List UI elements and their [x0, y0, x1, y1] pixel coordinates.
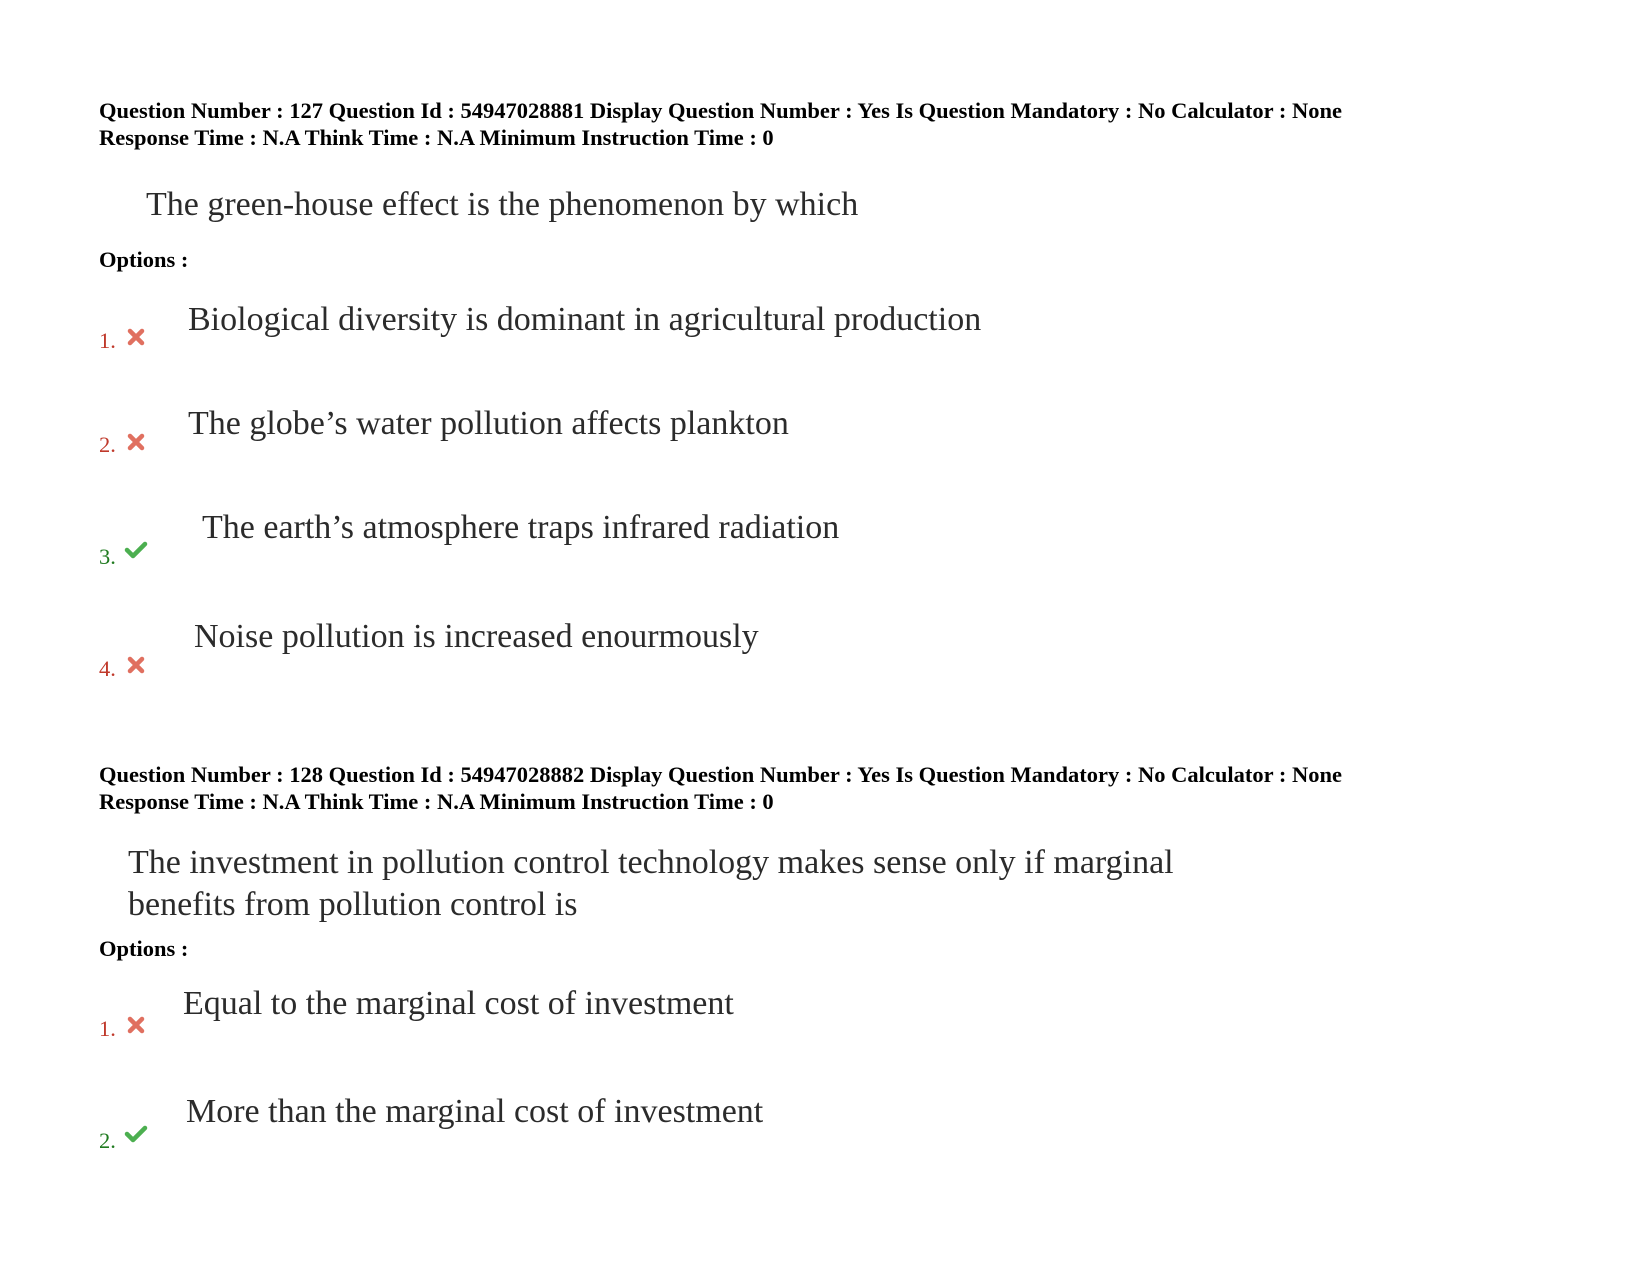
question-stem-line: The investment in pollution control technology makes sense only if marginal: [128, 844, 1174, 881]
question-header: Question Number : 127 Question Id : 54947028881 Display Question Number : Yes Is Question Mandatory : No Calculator : None: [99, 98, 1342, 123]
option-text: The earth’s atmosphere traps infrared radiation: [202, 509, 840, 546]
question-stem: The green-house effect is the phenomenon by which: [146, 186, 859, 223]
option-text: Equal to the marginal cost of investment: [183, 985, 734, 1022]
option-number: 2.: [99, 1128, 116, 1153]
option-number: 2.: [99, 432, 116, 457]
option-text: Noise pollution is increased enourmously: [194, 618, 759, 655]
cross-icon: [126, 655, 146, 675]
check-icon: [124, 1124, 148, 1144]
cross-icon: [126, 327, 146, 347]
option-number: 4.: [99, 656, 116, 681]
option-number: 1.: [99, 328, 116, 353]
option-text: More than the marginal cost of investment: [186, 1093, 764, 1130]
question-timing: Response Time : N.A Think Time : N.A Minimum Instruction Time : 0: [99, 789, 774, 814]
cross-icon: [126, 432, 146, 452]
option-number: 1.: [99, 1016, 116, 1041]
check-icon: [124, 540, 148, 560]
option-number: 3.: [99, 544, 116, 569]
options-label: Options :: [99, 247, 189, 272]
question-header: Question Number : 128 Question Id : 54947028882 Display Question Number : Yes Is Question Mandatory : No Calculator : None: [99, 762, 1342, 787]
question-stem-line: benefits from pollution control is: [128, 886, 578, 923]
option-text: Biological diversity is dominant in agricultural production: [188, 301, 982, 338]
cross-icon: [126, 1015, 146, 1035]
option-text: The globe’s water pollution affects plankton: [188, 405, 789, 442]
options-label: Options :: [99, 936, 189, 961]
question-timing: Response Time : N.A Think Time : N.A Minimum Instruction Time : 0: [99, 125, 774, 150]
